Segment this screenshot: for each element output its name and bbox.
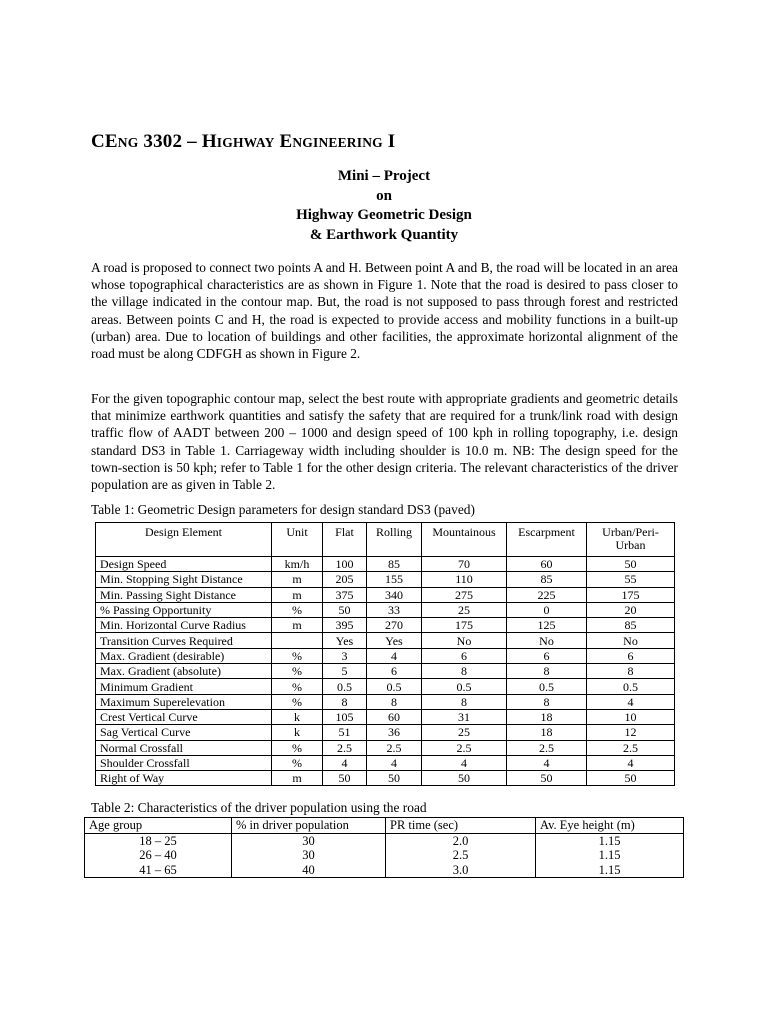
driver-population-table	[84, 817, 684, 878]
table2-cell: 40	[232, 863, 386, 878]
table1-value-cell: 50	[323, 771, 367, 786]
course-name-word2-cap: E	[274, 131, 293, 152]
table1-value-cell: 110	[422, 572, 507, 587]
table1-value-cell: 205	[323, 572, 367, 587]
table1-value-cell: 125	[507, 618, 587, 633]
table2-cell: 2.5	[386, 848, 536, 863]
design-element-cell: Normal Crossfall	[96, 740, 272, 755]
table2-caption: Table 2: Characteristics of the driver population using the road	[91, 800, 427, 815]
table1-value-cell: 8	[507, 694, 587, 709]
table1-value-cell: %	[272, 755, 323, 770]
table2-header-cell: Age group	[85, 818, 232, 834]
table1-row	[96, 694, 675, 709]
table1-value-cell: 4	[367, 755, 422, 770]
table1-value-cell: m	[272, 572, 323, 587]
design-element-cell: Minimum Gradient	[96, 679, 272, 694]
design-element-cell: Right of Way	[96, 771, 272, 786]
table1-value-cell: 85	[587, 618, 675, 633]
table1-value-cell: %	[272, 664, 323, 679]
table1-value-cell: %	[272, 679, 323, 694]
table2-header-row	[85, 818, 684, 834]
table1-value-cell: 60	[367, 709, 422, 724]
table2-cell: 30	[232, 833, 386, 848]
design-element-cell: Max. Gradient (desirable)	[96, 648, 272, 663]
table2-row	[85, 848, 684, 863]
table1-value-cell: 50	[422, 771, 507, 786]
table1-value-cell: 225	[507, 587, 587, 602]
table1-value-cell: 50	[507, 771, 587, 786]
table1-value-cell: 2.5	[587, 740, 675, 755]
table1-value-cell: 51	[323, 725, 367, 740]
project-heading	[0, 167, 768, 245]
table2-header-cell: PR time (sec)	[386, 818, 536, 834]
table1-header-cell: Mountainous	[422, 523, 507, 557]
table2-cell: 1.15	[536, 863, 684, 878]
table1-value-cell: 55	[587, 572, 675, 587]
heading-line: Highway Geometric Design	[296, 207, 472, 223]
table1-value-cell: %	[272, 648, 323, 663]
table2-cell: 3.0	[386, 863, 536, 878]
table2-row	[85, 863, 684, 878]
table1-value-cell: 33	[367, 602, 422, 617]
table1-value-cell: 8	[422, 694, 507, 709]
table1-value-cell: %	[272, 740, 323, 755]
design-element-cell: Transition Curves Required	[96, 633, 272, 648]
table1-row	[96, 602, 675, 617]
design-element-cell: Min. Passing Sight Distance	[96, 587, 272, 602]
table1-value-cell: 4	[587, 755, 675, 770]
heading-line: Mini – Project	[337, 168, 431, 184]
course-number: 3302 –	[138, 131, 202, 152]
design-parameters-table	[95, 522, 675, 786]
table1-value-cell: 3	[323, 648, 367, 663]
table1-value-cell: 70	[422, 557, 507, 572]
table1-value-cell: Yes	[367, 633, 422, 648]
table2-cell: 1.15	[536, 848, 684, 863]
course-code-smallcaps: NG	[117, 135, 139, 150]
table1-value-cell: No	[587, 633, 675, 648]
table2-cell: 41 – 65	[85, 863, 232, 878]
table2-cell: 1.15	[536, 833, 684, 848]
table2-row	[85, 833, 684, 848]
table1-value-cell: Yes	[323, 633, 367, 648]
course-title	[91, 131, 395, 153]
design-element-cell: Crest Vertical Curve	[96, 709, 272, 724]
table1-row	[96, 633, 675, 648]
table1-row	[96, 664, 675, 679]
table2-cell: 26 – 40	[85, 848, 232, 863]
table1-value-cell: 6	[587, 648, 675, 663]
table1-value-cell: 4	[507, 755, 587, 770]
table2-cell: 18 – 25	[85, 833, 232, 848]
table1-row	[96, 709, 675, 724]
table1-value-cell: 175	[587, 587, 675, 602]
table1-value-cell: 6	[507, 648, 587, 663]
design-element-cell: Shoulder Crossfall	[96, 755, 272, 770]
table1-value-cell: 50	[323, 602, 367, 617]
table1-value-cell: 0.5	[507, 679, 587, 694]
table1-value-cell: 8	[367, 694, 422, 709]
table1-value-cell: 2.5	[367, 740, 422, 755]
heading-line: on	[376, 187, 392, 204]
table2-cell: 30	[232, 848, 386, 863]
table2-header-cell: % in driver population	[232, 818, 386, 834]
table1-value-cell: m	[272, 587, 323, 602]
design-element-cell: Min. Horizontal Curve Radius	[96, 618, 272, 633]
table1-value-cell: 105	[323, 709, 367, 724]
table1-header-cell: Escarpment	[507, 523, 587, 557]
table1-value-cell: 2.5	[507, 740, 587, 755]
table1-value-cell: 8	[587, 664, 675, 679]
table1-row	[96, 755, 675, 770]
table1-row	[96, 618, 675, 633]
table1-value-cell: 18	[507, 725, 587, 740]
requirements-paragraph: For the given topographic contour map, select the best route with appropriate gradients and geometric details that minimize earthwork quantities and satisfy the safety that are required for a trunk/link road with design traffic flow of AADT between 200 – 1000 and design speed of 100 kph in rolling topography, i.e. design standard DS3 in Table 1. Carriageway width including shoulder is 10.0 m. NB: The design speed for the town-section is 50 kph; refer to Table 1 for the other design criteria. The relevant characteristics of the driver population are as given in Table 2.	[91, 391, 678, 493]
table1-value-cell: k	[272, 709, 323, 724]
table1-row	[96, 572, 675, 587]
table1-value-cell: 25	[422, 602, 507, 617]
table1-value-cell: 50	[587, 557, 675, 572]
table1-value-cell: 60	[507, 557, 587, 572]
table1-value-cell	[272, 633, 323, 648]
table1-value-cell: m	[272, 618, 323, 633]
design-element-cell: Max. Gradient (absolute)	[96, 664, 272, 679]
table1-value-cell: 0.5	[323, 679, 367, 694]
table1-value-cell: 31	[422, 709, 507, 724]
table1-value-cell: 10	[587, 709, 675, 724]
table1-value-cell: 175	[422, 618, 507, 633]
table1-value-cell: 155	[367, 572, 422, 587]
table1-value-cell: 4	[587, 694, 675, 709]
table1-value-cell: 4	[367, 648, 422, 663]
course-code-prefix: CE	[91, 131, 118, 152]
table1-value-cell: 2.5	[323, 740, 367, 755]
table1-value-cell: 18	[507, 709, 587, 724]
table1-value-cell: m	[272, 771, 323, 786]
table1-value-cell: 25	[422, 725, 507, 740]
table1-value-cell: 8	[323, 694, 367, 709]
table1-row	[96, 740, 675, 755]
table1-header-cell: Flat	[323, 523, 367, 557]
table1-row	[96, 771, 675, 786]
table1-value-cell: 395	[323, 618, 367, 633]
design-element-cell: Min. Stopping Sight Distance	[96, 572, 272, 587]
course-name-word1-sc: IGHWAY	[216, 135, 275, 150]
table2-header-cell: Av. Eye height (m)	[536, 818, 684, 834]
intro-paragraph: A road is proposed to connect two points A and H. Between point A and B, the road will be located in an area whose topographical characteristics are as shown in Figure 1. Note that the road is desired to pass closer to the village indicated in the contour map. But, the road is not supposed to pass through forest and restricted areas. Between points C and H, the road is expected to provide access and mobility functions in a built-up (urban) area. Due to location of buildings and other facilities, the approximate horizontal alignment of the road must be along CDFGH as shown in Figure 2.	[91, 260, 678, 362]
design-element-cell: Sag Vertical Curve	[96, 725, 272, 740]
table1-value-cell: %	[272, 694, 323, 709]
table1-value-cell: 0.5	[422, 679, 507, 694]
table1-value-cell: 50	[587, 771, 675, 786]
table1-row	[96, 557, 675, 572]
table1-value-cell: 0	[507, 602, 587, 617]
table1-value-cell: 0.5	[367, 679, 422, 694]
table1-value-cell: 12	[587, 725, 675, 740]
table1-value-cell: 270	[367, 618, 422, 633]
table1-header-row	[96, 523, 675, 557]
table1-value-cell: 85	[507, 572, 587, 587]
heading-line: & Earthwork Quantity	[309, 226, 459, 243]
table1-value-cell: 8	[422, 664, 507, 679]
table1-value-cell: 20	[587, 602, 675, 617]
table1-value-cell: 340	[367, 587, 422, 602]
table1-value-cell: 275	[422, 587, 507, 602]
table1-value-cell: 4	[323, 755, 367, 770]
table1-row	[96, 725, 675, 740]
table1-header-cell: Rolling	[367, 523, 422, 557]
course-name-suffix: I	[382, 131, 396, 152]
table2-cell: 2.0	[386, 833, 536, 848]
table1-caption: Table 1: Geometric Design parameters for design standard DS3 (paved)	[91, 502, 475, 517]
table1-value-cell: 2.5	[422, 740, 507, 755]
table1-value-cell: %	[272, 602, 323, 617]
table1-value-cell: 50	[367, 771, 422, 786]
table1-value-cell: 375	[323, 587, 367, 602]
table1-value-cell: 6	[422, 648, 507, 663]
design-element-cell: Design Speed	[96, 557, 272, 572]
table1-value-cell: 5	[323, 664, 367, 679]
table1-value-cell: 4	[422, 755, 507, 770]
course-name-word2-sc: NGINEERING	[292, 135, 383, 150]
table1-row	[96, 587, 675, 602]
course-name-word1-cap: H	[201, 131, 217, 152]
table1-value-cell: 6	[367, 664, 422, 679]
design-element-cell: Maximum Superelevation	[96, 694, 272, 709]
table1-value-cell: 85	[367, 557, 422, 572]
table1-header-cell: Design Element	[96, 523, 272, 557]
table1-value-cell: 100	[323, 557, 367, 572]
table1-row	[96, 679, 675, 694]
table1-row	[96, 648, 675, 663]
table1-value-cell: k	[272, 725, 323, 740]
table1-header-cell: Urban/Peri-Urban	[587, 523, 675, 557]
table1-value-cell: 8	[507, 664, 587, 679]
table1-value-cell: km/h	[272, 557, 323, 572]
table1-value-cell: 0.5	[587, 679, 675, 694]
table1-value-cell: No	[507, 633, 587, 648]
table1-value-cell: 36	[367, 725, 422, 740]
table1-value-cell: No	[422, 633, 507, 648]
design-element-cell: % Passing Opportunity	[96, 602, 272, 617]
table1-header-cell: Unit	[272, 523, 323, 557]
